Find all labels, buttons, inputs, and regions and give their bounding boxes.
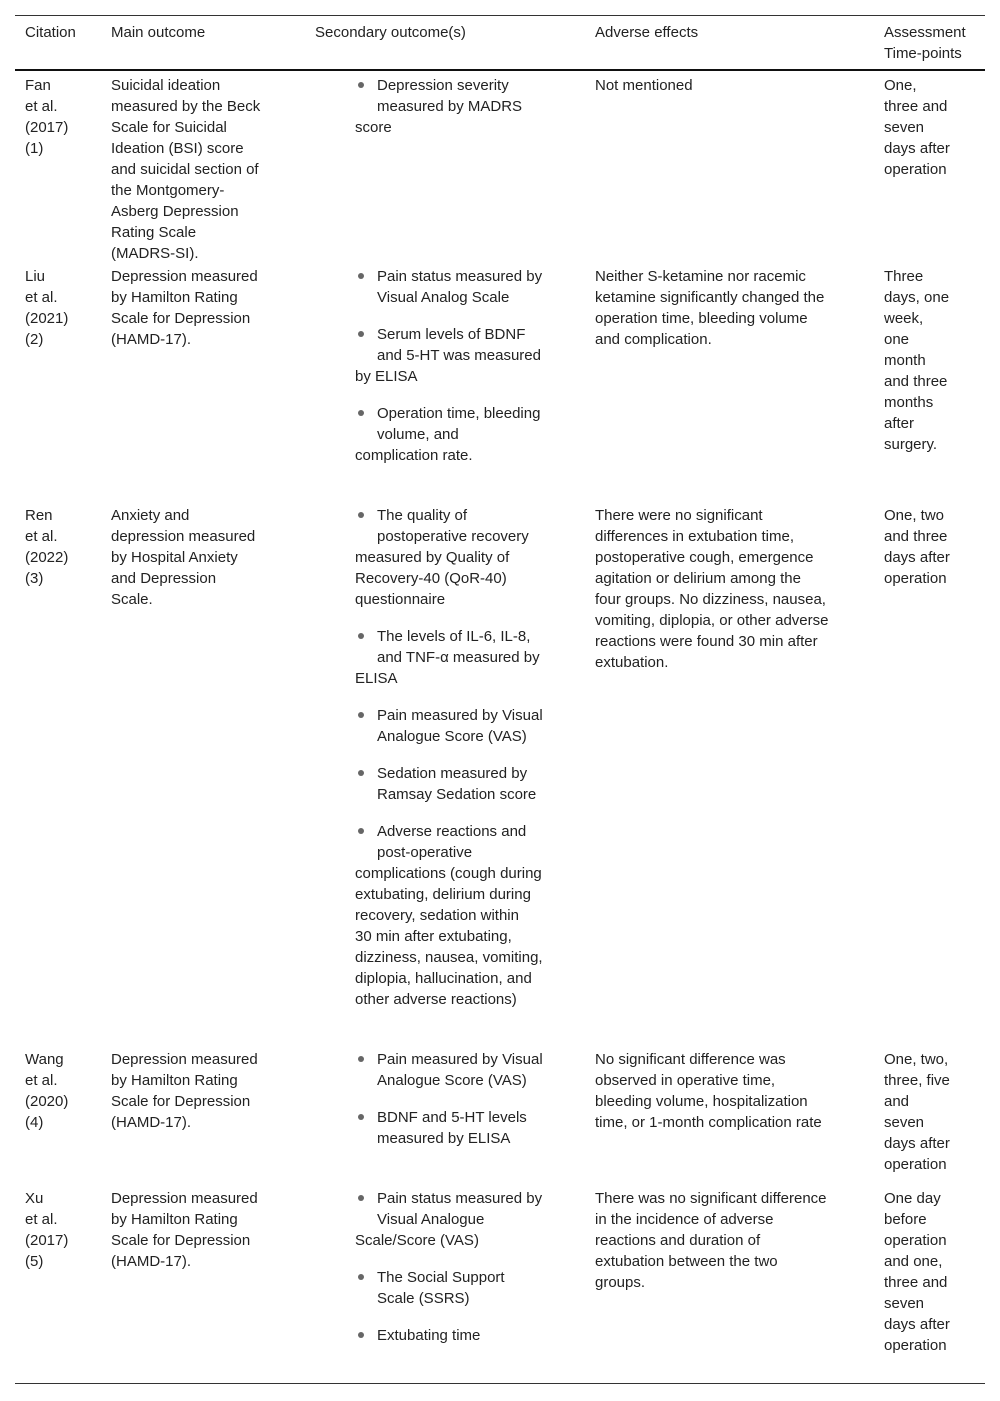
header-secondary-outcomes: Secondary outcome(s) [315, 24, 466, 41]
bullet-line: The Social Support [377, 1269, 505, 1286]
bullet-line: Pain measured by Visual [377, 707, 543, 724]
bullet-line: Analogue Score (VAS) [377, 1072, 527, 1089]
bullet-line: Pain measured by Visual [377, 1051, 543, 1068]
bullet-line: Sedation measured by [377, 765, 528, 782]
bullet-item [315, 763, 575, 805]
table-row [15, 1045, 985, 1184]
bullet-line: questionnaire [355, 591, 446, 608]
bullet-line: Serum levels of BDNF [377, 326, 526, 343]
bullet-item [315, 324, 575, 387]
citation-cell: Liu et al. (2021) (2) [25, 268, 69, 348]
table-body [15, 71, 985, 1383]
bullet-line: The quality of [377, 507, 468, 524]
header-adverse-effects: Adverse effects [595, 24, 699, 41]
bullet-item [315, 75, 575, 138]
timepoints-cell: One, two, three, five and seven days after operation [884, 1051, 950, 1173]
bullet-line: and 5-HT was measured [377, 347, 541, 364]
bullet-item [315, 626, 575, 689]
bullet-line: measured by ELISA [377, 1130, 511, 1147]
bullet-line: Pain status measured by [377, 1190, 543, 1207]
table-header [15, 16, 985, 71]
bullet-line: dizziness, nausea, vomiting, [355, 949, 543, 966]
bullet-line: post-operative [377, 844, 473, 861]
citation-cell: Ren et al. (2022) (3) [25, 507, 69, 587]
bullet-line: score [355, 119, 392, 136]
bullet-line: recovery, sedation within [355, 907, 519, 924]
bullet-item [315, 1325, 575, 1346]
adverse-effects-cell: Neither S-ketamine nor racemic ketamine significantly changed the operation time, bleeding volume and complication. [595, 268, 825, 348]
bullet-line: Scale/Score (VAS) [355, 1232, 479, 1249]
bullet-line: Depression severity [377, 77, 509, 94]
outcomes-table [15, 15, 985, 1384]
bullet-line: Visual Analog Scale [377, 289, 510, 306]
bullet-line: Operation time, bleeding [377, 405, 541, 422]
adverse-effects-cell: No significant difference was observed in operative time, bleeding volume, hospitalization time, or 1-month complication rate [595, 1051, 822, 1131]
bullet-item [315, 505, 575, 610]
secondary-outcomes-cell [315, 505, 575, 1026]
secondary-outcomes-cell [315, 266, 575, 482]
header-citation: Citation [25, 24, 76, 41]
bullet-line: complications (cough during [355, 865, 542, 882]
bullet-line: Visual Analogue [377, 1211, 485, 1228]
bullet-item [315, 1188, 575, 1251]
bullet-line: measured by Quality of [355, 549, 510, 566]
bullet-line: and TNF-α measured by [377, 649, 540, 666]
bullet-item [315, 1267, 575, 1309]
citation-cell: Fan et al. (2017) (1) [25, 77, 69, 157]
bullet-line: diplopia, hallucination, and [355, 970, 532, 987]
bullet-line: BDNF and 5-HT levels [377, 1109, 527, 1126]
adverse-effects-cell: Not mentioned [595, 77, 693, 94]
adverse-effects-cell: There were no significant differences in extubation time, postoperative cough, emergence agitation or delirium among the four groups. No dizziness, nausea, vomiting, diplopia, or other adverse reactions were found 30 min after extubation. [595, 507, 829, 671]
bullet-line: Adverse reactions and [377, 823, 527, 840]
bullet-line: Scale (SSRS) [377, 1290, 470, 1307]
bullet-item [315, 403, 575, 466]
bullet-line: other adverse reactions) [355, 991, 517, 1008]
header-main-outcome: Main outcome [111, 24, 206, 41]
secondary-outcomes-cell [315, 1049, 575, 1165]
main-outcome-cell: Depression measured by Hamilton Rating Scale for Depression (HAMD-17). [111, 1051, 258, 1131]
bullet-item [315, 1107, 575, 1149]
table-row [15, 71, 985, 262]
citation-cell: Wang et al. (2020) (4) [25, 1051, 69, 1131]
timepoints-cell: One, three and seven days after operation [884, 77, 950, 178]
timepoints-cell: Three days, one week, one month and three months after surgery. [884, 268, 950, 453]
bullet-line: The levels of IL-6, IL-8, [377, 628, 531, 645]
bullet-line: extubating, delirium during [355, 886, 531, 903]
citation-cell: Xu et al. (2017) (5) [25, 1190, 69, 1270]
table-row [15, 1184, 985, 1383]
bullet-item [315, 266, 575, 308]
main-outcome-cell: Depression measured by Hamilton Rating Scale for Depression (HAMD-17). [111, 268, 258, 348]
bullet-item [315, 1049, 575, 1091]
timepoints-cell: One, two and three days after operation [884, 507, 950, 587]
table-row [15, 262, 985, 501]
main-outcome-cell: Anxiety and depression measured by Hospital Anxiety and Depression Scale. [111, 507, 256, 608]
timepoints-cell: One day before operation and one, three and seven days after operation [884, 1190, 950, 1354]
bullet-line: Extubating time [377, 1327, 481, 1344]
header-assessment-timepoints: Assessment Time-points [884, 24, 966, 62]
bullet-line: Recovery-40 (QoR-40) [355, 570, 507, 587]
bullet-line: Pain status measured by [377, 268, 543, 285]
main-outcome-cell: Depression measured by Hamilton Rating Scale for Depression (HAMD-17). [111, 1190, 258, 1270]
bullet-line: measured by MADRS [377, 98, 523, 115]
bullet-item [315, 821, 575, 1010]
bullet-line: postoperative recovery [377, 528, 529, 545]
bullet-line: volume, and [377, 426, 459, 443]
secondary-outcomes-cell [315, 75, 575, 154]
adverse-effects-cell: There was no significant difference in the incidence of adverse reactions and duration of extubation between the two groups. [595, 1190, 827, 1291]
bullet-item [315, 705, 575, 747]
bullet-line: 30 min after extubating, [355, 928, 512, 945]
secondary-outcomes-cell [315, 1188, 575, 1362]
bullet-line: Ramsay Sedation score [377, 786, 537, 803]
bullet-line: complication rate. [355, 447, 473, 464]
table-row [15, 501, 985, 1045]
main-outcome-cell: Suicidal ideation measured by the Beck Scale for Suicidal Ideation (BSI) score and suicidal section of the Montgomery- Asberg Depression Rating Scale (MADRS-SI). [111, 77, 261, 262]
bullet-line: ELISA [355, 670, 398, 687]
bullet-line: Analogue Score (VAS) [377, 728, 527, 745]
bullet-line: by ELISA [355, 368, 418, 385]
